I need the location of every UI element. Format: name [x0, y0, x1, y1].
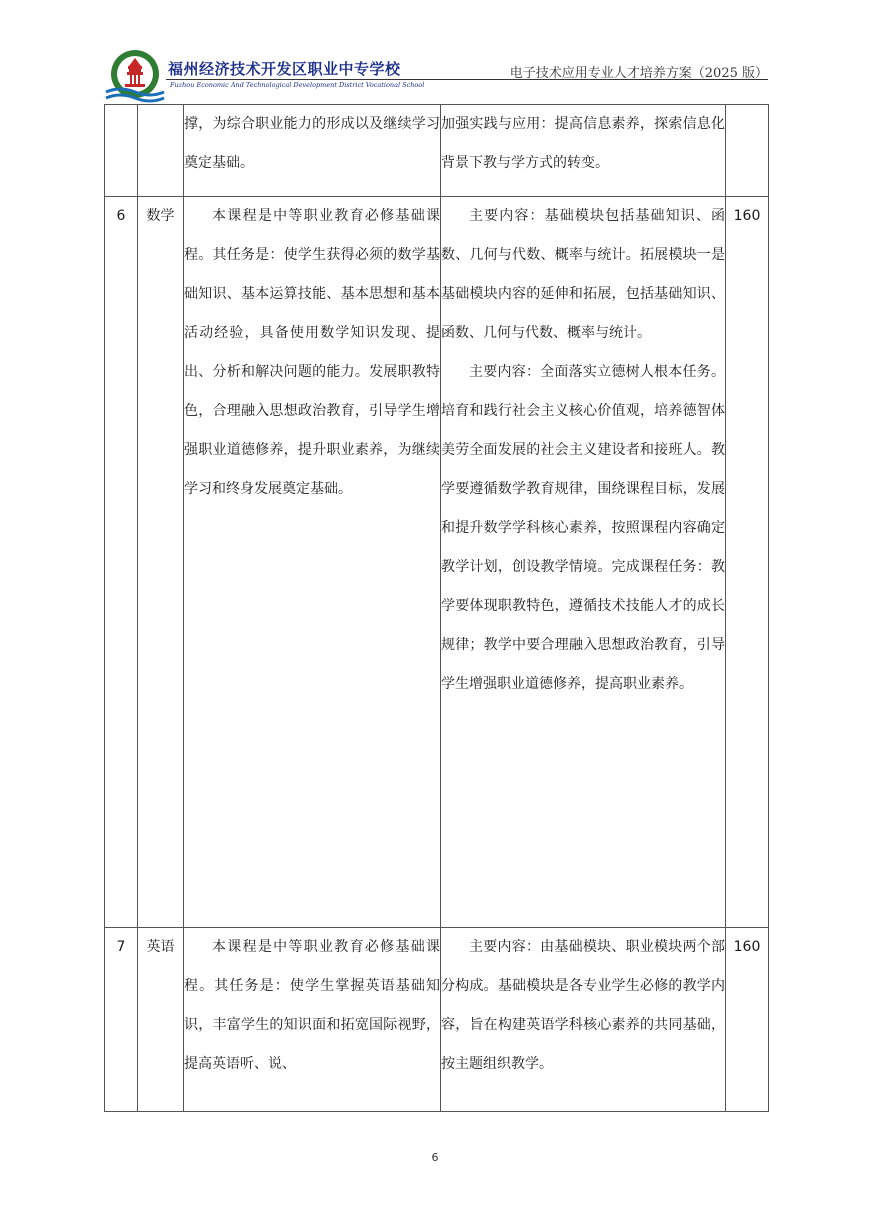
course-hours: 160 — [726, 197, 769, 928]
table-row — [105, 105, 769, 197]
course-description — [184, 197, 441, 928]
description-paragraph: 本课程是中等职业教育必修基础课程。其任务是：使学生获得必须的数学基础知识、基本运算技能、基本思想和基本活动经验，具备使用数学知识发现、提出、分析和解决问题的能力。发展职教特色，合理融入思想政治教育，引导学生增强职业道德修养，提升职业素养，为继续学习和终身发展奠定基础。 — [184, 208, 440, 497]
row-number — [105, 105, 138, 197]
course-name — [138, 105, 184, 197]
course-name: 英语 — [138, 928, 184, 1112]
school-logo-icon — [104, 48, 166, 104]
course-content — [441, 105, 726, 197]
course-name: 数学 — [138, 197, 184, 928]
content-paragraph: 主要内容：全面落实立德树人根本任务。培育和践行社会主义核心价值观，培养德智体美劳全面发展的社会主义建设者和接班人。教学要遵循数学教育规律，围绕课程目标，发展和提升数学学科核心素养，按照课程内容确定教学计划，创设教学情境。完成课程任务：教学要体现职教特色，遵循技术技能人才的成长规律；教学中要合理融入思想政治教育，引导学生增强职业道德修养，提高职业素养。 — [441, 364, 725, 692]
course-description — [184, 928, 441, 1112]
row-number: 7 — [105, 928, 138, 1112]
header-divider — [166, 79, 768, 80]
course-content — [441, 197, 726, 928]
description-paragraph: 撑，为综合职业能力的形成以及继续学习奠定基础。 — [184, 116, 440, 171]
page-header — [104, 48, 768, 104]
description-paragraph: 本课程是中等职业教育必修基础课程。其任务是：使学生掌握英语基础知识，丰富学生的知识面和拓宽国际视野，提高英语听、说、 — [184, 939, 440, 1072]
course-hours: 160 — [726, 928, 769, 1112]
course-content — [441, 928, 726, 1112]
document-title: 电子技术应用专业人才培养方案（2025 版） — [509, 66, 768, 81]
course-table — [104, 104, 769, 1112]
table-row — [105, 928, 769, 1112]
school-name-en: Fuzhou Economic And Technological Development District Vocational School — [170, 81, 425, 89]
table-row — [105, 197, 769, 928]
content-paragraph: 主要内容：基础模块包括基础知识、函数、几何与代数、概率与统计。拓展模块一是基础模块内容的延伸和拓展，包括基础知识、函数、几何与代数、概率与统计。 — [441, 208, 725, 341]
content-paragraph: 主要内容：由基础模块、职业模块两个部分构成。基础模块是各专业学生必修的教学内容，旨在构建英语学科核心素养的共同基础，按主题组织教学。 — [441, 939, 725, 1072]
school-name-cn: 福州经济技术开发区职业中专学校 — [168, 60, 401, 78]
course-description — [184, 105, 441, 197]
content-paragraph: 加强实践与应用：提高信息素养，探索信息化背景下教与学方式的转变。 — [441, 116, 725, 171]
row-number: 6 — [105, 197, 138, 928]
course-hours — [726, 105, 769, 197]
page-number: 6 — [431, 1151, 439, 1164]
